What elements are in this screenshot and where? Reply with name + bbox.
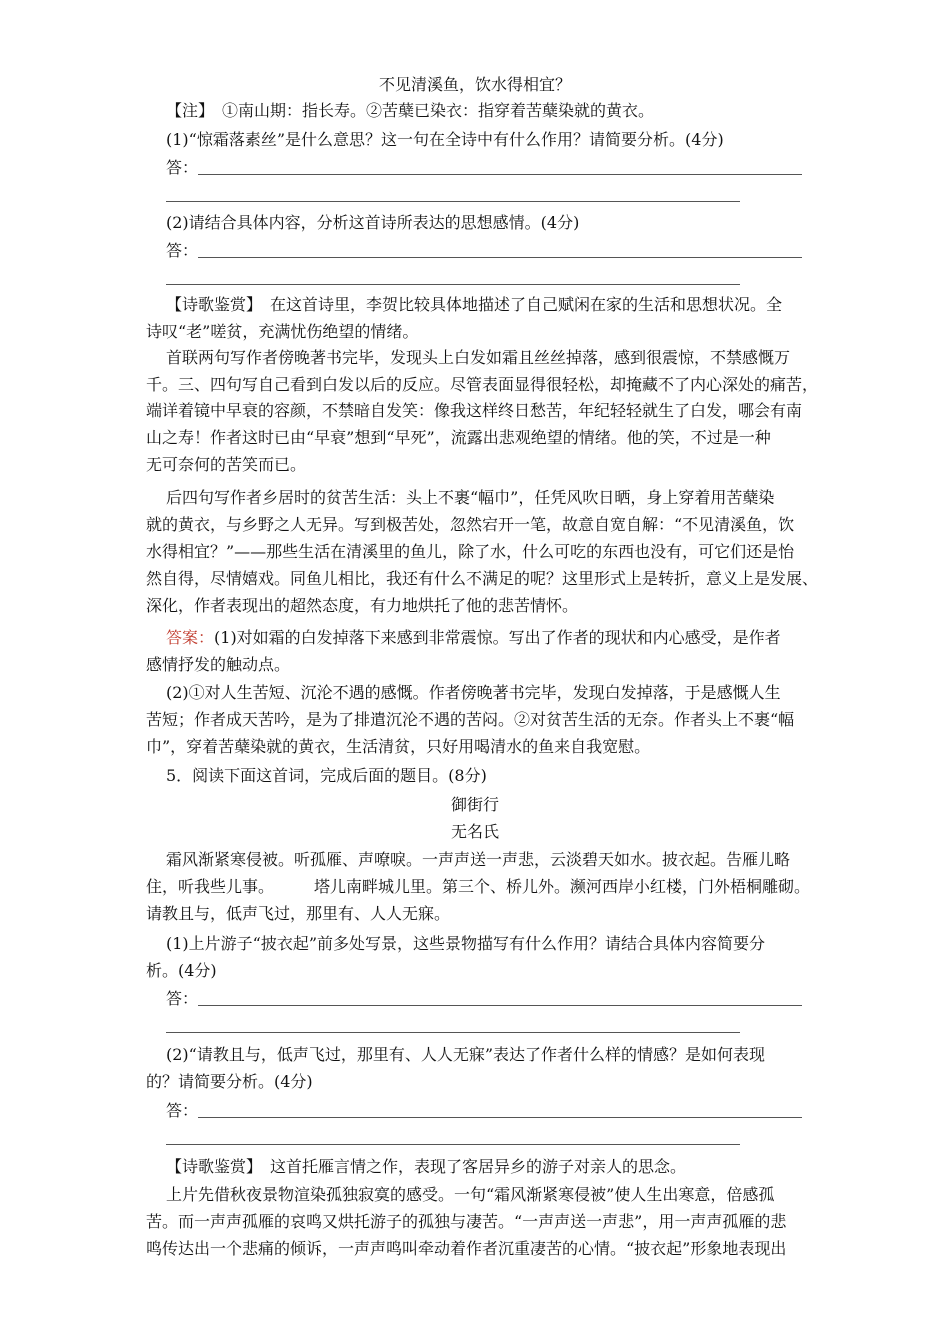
answer-line[interactable] [198,1005,802,1006]
appreciation-line: 苦。而一声声孤雁的哀鸣又烘托游子的孤独与凄苦。“一声声送一声悲”，用一声声孤雁的悲 [146,1212,787,1231]
answer-heading: 答案： [166,628,215,647]
poem-line: 塔儿南畔城儿里。第三个、桥儿外。濒河西岸小红楼，门外梧桐雕砌。 [314,877,811,896]
poem-last-line: 不见清溪鱼，饮水得相宜？ [378,75,571,94]
answer-line[interactable] [198,1117,802,1118]
answer-line[interactable] [198,257,802,258]
question-5-2: (2)“请教且与，低声飞过，那里有、人人无寐”表达了作者什么样的情感？是如何表现 [166,1045,766,1064]
poem-line: 霜风渐紧寒侵被。听孤雁、声嘹唳。一声声送一声悲，云淡碧天如水。披衣起。告雁儿略 [166,850,791,869]
answer-label: 答： [166,989,199,1008]
question-5: 5．阅读下面这首词，完成后面的题目。(8分) [166,766,487,785]
appreciation-line: 山之寿！作者这时已由“早衰”想到“早死”，流露出悲观绝望的情绪。他的笑，不过是一种 [146,428,771,447]
answer-line[interactable] [166,1144,740,1145]
appreciation-line: 上片先借秋夜景物渲染孤独寂寞的感受。一句“霜风渐紧寒侵被”使人生出寒意，倍感孤 [166,1185,775,1204]
appreciation-line: 就的黄衣，与乡野之人无异。写到极苦处，忽然宕开一笔，故意自宽自解：“不见清溪鱼，饮 [146,515,795,534]
poem-line: 请教且与，低声飞过，那里有、人人无寐。 [146,904,451,923]
answer-label: 答： [166,158,199,177]
appreciation-line: 首联两句写作者傍晚著书完毕，发现头上白发如霜且丝丝掉落，感到很震惊，不禁感慨万 [166,348,791,367]
appreciation-line: 鸣传达出一个悲痛的倾诉，一声声鸣叫牵动着作者沉重凄苦的心情。“披衣起”形象地表现出 [146,1239,787,1258]
appreciation-line: 诗叹“老”嗟贫，充满忧伤绝望的情绪。 [146,322,419,341]
answer-line[interactable] [198,174,802,175]
answer-block [166,628,781,648]
answer-label: 答： [166,1101,199,1120]
appreciation-line: 无可奈何的苦笑而已。 [146,455,307,474]
answer-line-text: 苦短；作者成天苦吟，是为了排遣沉沦不遇的苦闷。②对贫苦生活的无奈。作者头上不裹“幅 [146,710,795,729]
note: 【注】 ①南山期：指长寿。②苦蘖已染衣：指穿着苦蘖染就的黄衣。 [166,101,655,120]
appreciation-line: 然自得，尽情嬉戏。同鱼儿相比，我还有什么不满足的呢？这里形式上是转折，意义上是发展、 [146,569,819,588]
answer-line-text: (1)对如霜的白发掉落下来感到非常震惊。写出了作者的现状和内心感受，是作者 [214,628,781,647]
appreciation-line: 端详着镜中早衰的容颜，不禁暗自发笑：像我这样终日愁苦，年纪轻轻就生了白发，哪会有南 [146,401,803,420]
appreciation-line: 后四句写作者乡居时的贫苦生活：头上不裹“幅巾”，任凭风吹日晒，身上穿着用苦蘖染 [166,488,775,507]
question-5-2: 的？请简要分析。(4分) [146,1072,313,1091]
poem-line-row [146,877,810,897]
appreciation-line: 千。三、四句写自己看到白发以后的反应。尽管表面显得很轻松，却掩藏不了内心深处的痛苦， [146,375,819,394]
poem-author: 无名氏 [450,822,499,841]
answer-line-text: (2)①对人生苦短、沉沦不遇的感慨。作者傍晚著书完毕，发现白发掉落，于是感慨人生 [166,683,781,702]
answer-line-text: 巾”，穿着苦蘖染就的黄衣，生活清贫，只好用喝清水的鱼来自我宽慰。 [146,737,651,756]
appreciation-line: 深化，作者表现出的超然态度，有力地烘托了他的悲苦情怀。 [146,596,579,615]
answer-line-text: 感情抒发的触动点。 [146,655,291,674]
question-2: (2)请结合具体内容，分析这首诗所表达的思想感情。(4分) [166,213,580,232]
question-1: (1)“惊霜落素丝”是什么意思？这一句在全诗中有什么作用？请简要分析。(4分) [166,130,724,149]
answer-line[interactable] [166,284,740,285]
appreciation-line: 水得相宜？”——那些生活在清溪里的鱼儿，除了水，什么可吃的东西也没有，可它们还是怡 [146,542,795,561]
appreciation-line: 【诗歌鉴赏】 在这首诗里，李贺比较具体地描述了自己赋闲在家的生活和思想状况。全 [166,295,783,314]
answer-line[interactable] [166,1032,740,1033]
question-5-1: 析。(4分) [146,961,217,980]
appreciation-line: 【诗歌鉴赏】 这首托雁言情之作，表现了客居异乡的游子对亲人的思念。 [166,1157,687,1176]
question-5-1: (1)上片游子“披衣起”前多处写景，这些景物描写有什么作用？请结合具体内容简要分 [166,934,766,953]
answer-line[interactable] [166,201,740,202]
poem-title: 御街行 [450,795,499,814]
poem-line: 住，听我些儿事。 [146,877,275,896]
answer-label: 答： [166,241,199,260]
